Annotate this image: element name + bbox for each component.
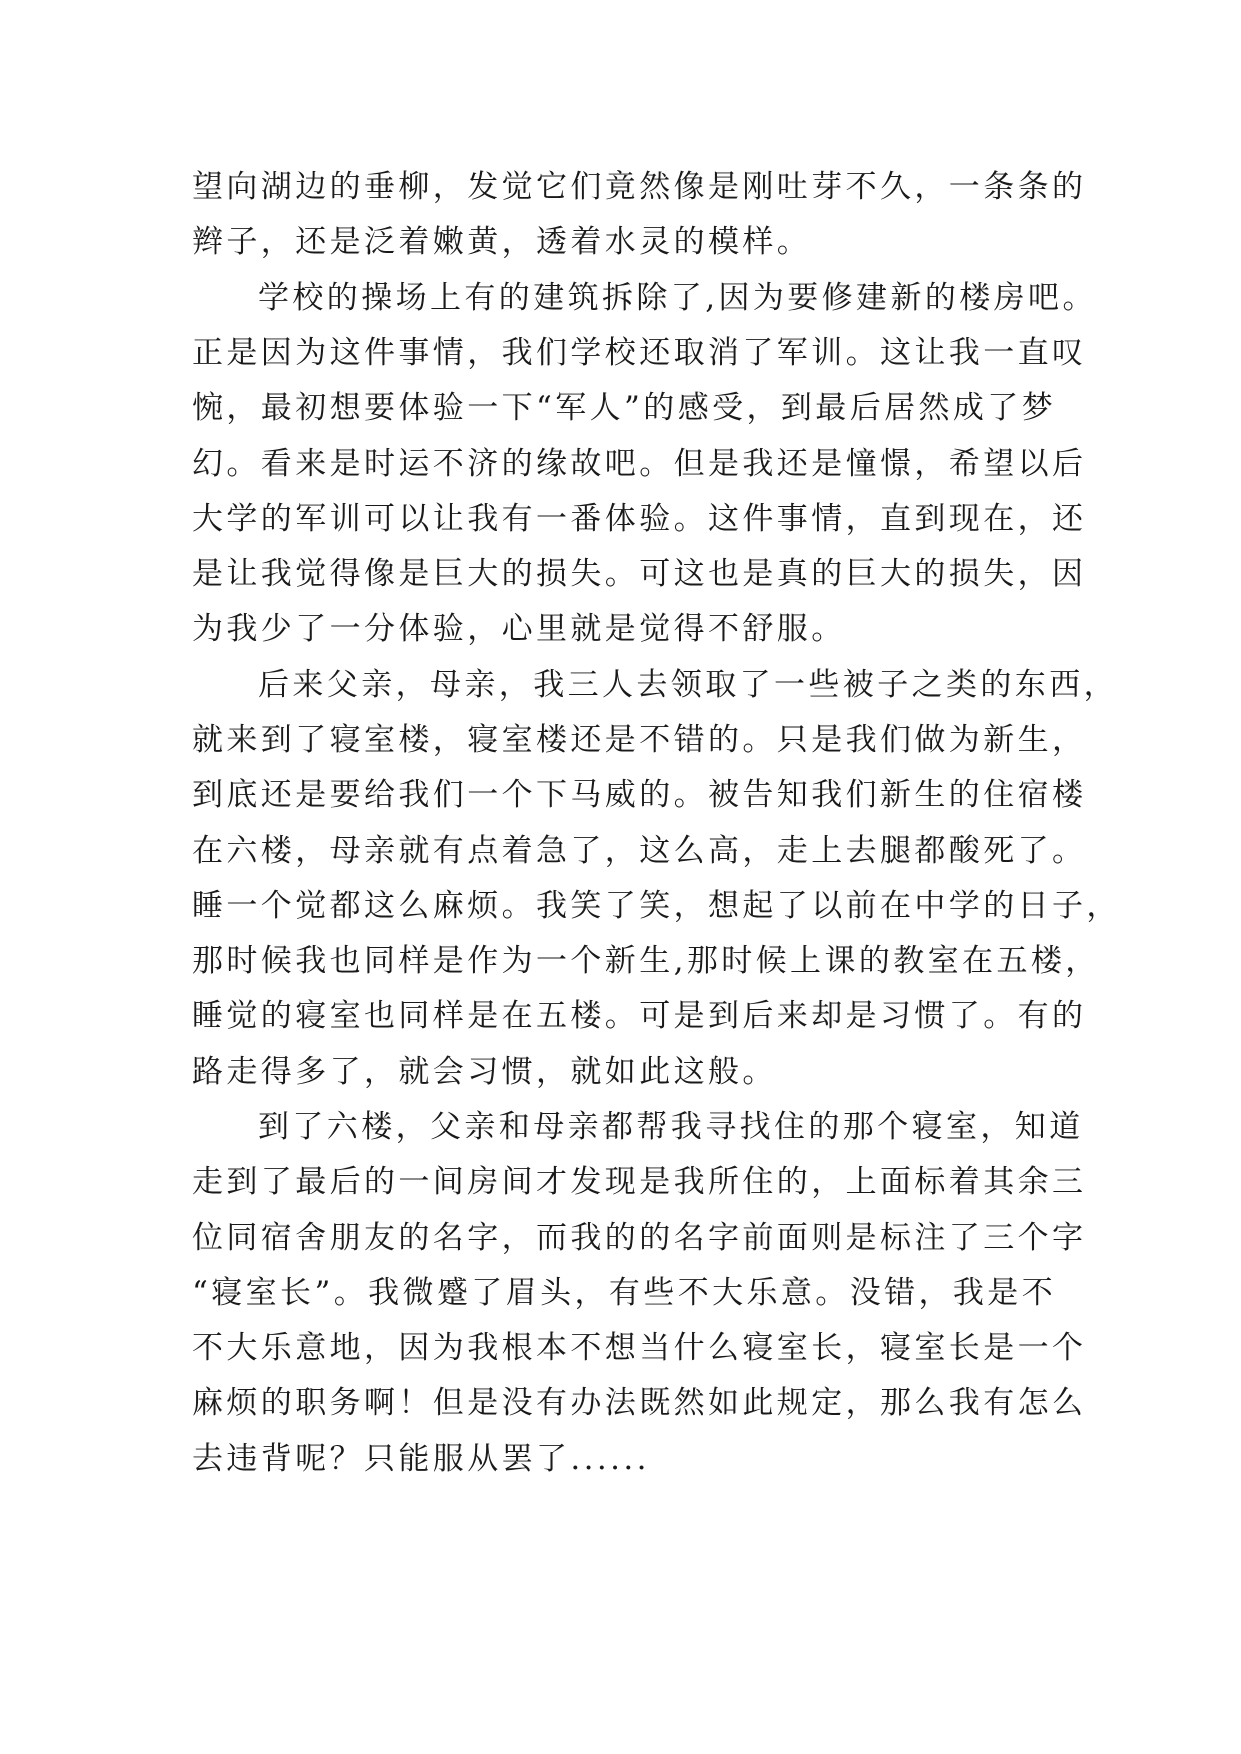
text-line: 幻。看来是时运不济的缘故吧。但是我还是憧憬，希望以后 bbox=[192, 446, 1087, 482]
text-line: 走到了最后的一间房间才发现是我所住的，上面标着其余三 bbox=[192, 1164, 1087, 1200]
text-line: 到底还是要给我们一个下马威的。被告知我们新生的住宿楼 bbox=[192, 777, 1087, 813]
text-line: 麻烦的职务啊！但是没有办法既然如此规定，那么我有怎么 bbox=[192, 1385, 1087, 1421]
paragraph-first-line: 后来父亲，母亲，我三人去领取了一些被子之类的东西， bbox=[258, 667, 1118, 703]
text-line: 辫子，还是泛着嫩黄，透着水灵的模样。 bbox=[192, 224, 812, 260]
paragraph-first-line: 到了六楼，父亲和母亲都帮我寻找住的那个寝室，知道 bbox=[258, 1109, 1084, 1145]
text-line: 睡觉的寝室也同样是在五楼。可是到后来却是习惯了。有的 bbox=[192, 998, 1087, 1034]
text-line: 正是因为这件事情，我们学校还取消了军训。这让我一直叹 bbox=[192, 335, 1087, 371]
text-line: “寝室长”。我微蹙了眉头，有些不大乐意。没错，我是不 bbox=[192, 1275, 1057, 1311]
text-line: 在六楼，母亲就有点着急了，这么高，走上去腿都酸死了。 bbox=[192, 833, 1087, 869]
text-line: 去违背呢？只能服从罢了...... bbox=[192, 1441, 650, 1477]
text-line: 那时候我也同样是作为一个新生,那时候上课的教室在五楼， bbox=[192, 943, 1100, 979]
text-line: 望向湖边的垂柳，发觉它们竟然像是刚吐芽不久，一条条的 bbox=[192, 169, 1087, 205]
text-line: 大学的军训可以让我有一番体验。这件事情，直到现在，还 bbox=[192, 501, 1087, 537]
text-line: 惋，最初想要体验一下“军人”的感受，到最后居然成了梦 bbox=[192, 390, 1057, 426]
text-line: 就来到了寝室楼，寝室楼还是不错的。只是我们做为新生， bbox=[192, 722, 1087, 758]
text-line: 是让我觉得像是巨大的损失。可这也是真的巨大的损失，因 bbox=[192, 556, 1087, 592]
paragraph-first-line: 学校的操场上有的建筑拆除了,因为要修建新的楼房吧。 bbox=[258, 280, 1097, 316]
text-line: 不大乐意地，因为我根本不想当什么寝室长，寝室长是一个 bbox=[192, 1330, 1087, 1366]
text-line: 为我少了一分体验，心里就是觉得不舒服。 bbox=[192, 611, 846, 647]
text-line: 路走得多了，就会习惯，就如此这般。 bbox=[192, 1054, 777, 1090]
text-line: 位同宿舍朋友的名字，而我的的名字前面则是标注了三个字 bbox=[192, 1220, 1087, 1256]
text-line: 睡一个觉都这么麻烦。我笑了笑，想起了以前在中学的日子， bbox=[192, 888, 1121, 924]
